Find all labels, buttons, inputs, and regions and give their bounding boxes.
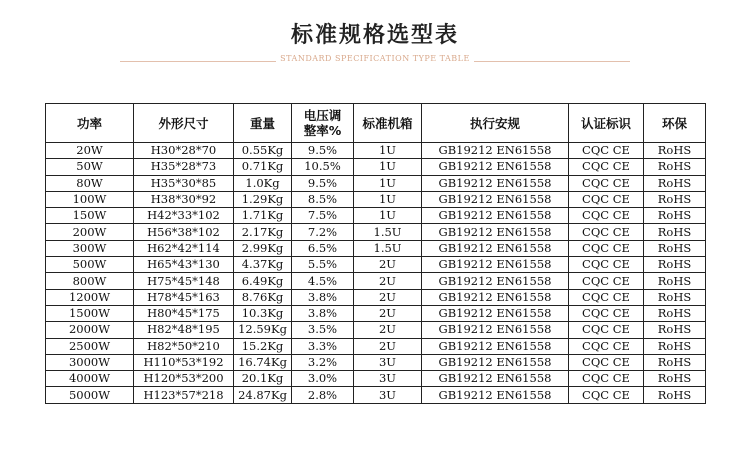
cert-cell: CQC CE bbox=[569, 143, 644, 159]
cert-cell: CQC CE bbox=[569, 240, 644, 256]
safety-cell: GB19212 EN61558 bbox=[422, 322, 569, 338]
page-title: 标准规格选型表 bbox=[290, 23, 459, 48]
rohs-cell: RoHS bbox=[644, 387, 706, 403]
size-cell: H110*53*192 bbox=[134, 354, 234, 370]
size-cell: H56*38*102 bbox=[134, 224, 234, 240]
column-header-safety: 执行安规 bbox=[422, 104, 569, 143]
table-row bbox=[46, 159, 706, 175]
regulation-cell: 3.2% bbox=[292, 354, 354, 370]
rohs-cell: RoHS bbox=[644, 208, 706, 224]
regulation-cell: 3.8% bbox=[292, 289, 354, 305]
safety-cell: GB19212 EN61558 bbox=[422, 175, 569, 191]
weight-cell: 8.76Kg bbox=[234, 289, 292, 305]
size-cell: H82*50*210 bbox=[134, 338, 234, 354]
table-row bbox=[46, 208, 706, 224]
cert-cell: CQC CE bbox=[569, 191, 644, 207]
safety-cell: GB19212 EN61558 bbox=[422, 208, 569, 224]
cert-cell: CQC CE bbox=[569, 338, 644, 354]
column-header-regulation: 电压调整率% bbox=[292, 104, 354, 143]
chassis-cell: 1U bbox=[354, 159, 422, 175]
size-cell: H120*53*200 bbox=[134, 371, 234, 387]
rohs-cell: RoHS bbox=[644, 257, 706, 273]
safety-cell: GB19212 EN61558 bbox=[422, 289, 569, 305]
chassis-cell: 3U bbox=[354, 387, 422, 403]
page-subtitle: STANDARD SPECIFICATION TYPE TABLE bbox=[276, 54, 474, 63]
regulation-cell: 5.5% bbox=[292, 257, 354, 273]
safety-cell: GB19212 EN61558 bbox=[422, 240, 569, 256]
cert-cell: CQC CE bbox=[569, 175, 644, 191]
power-cell: 800W bbox=[46, 273, 134, 289]
table-row bbox=[46, 175, 706, 191]
safety-cell: GB19212 EN61558 bbox=[422, 371, 569, 387]
cert-cell: CQC CE bbox=[569, 273, 644, 289]
regulation-cell: 7.5% bbox=[292, 208, 354, 224]
table-row bbox=[46, 305, 706, 321]
size-cell: H78*45*163 bbox=[134, 289, 234, 305]
table-body bbox=[46, 143, 706, 404]
weight-cell: 2.17Kg bbox=[234, 224, 292, 240]
weight-cell: 10.3Kg bbox=[234, 305, 292, 321]
chassis-cell: 1U bbox=[354, 143, 422, 159]
cert-cell: CQC CE bbox=[569, 159, 644, 175]
regulation-cell: 9.5% bbox=[292, 143, 354, 159]
weight-cell: 0.55Kg bbox=[234, 143, 292, 159]
regulation-cell: 7.2% bbox=[292, 224, 354, 240]
regulation-cell: 9.5% bbox=[292, 175, 354, 191]
table-row bbox=[46, 240, 706, 256]
power-cell: 5000W bbox=[46, 387, 134, 403]
power-cell: 150W bbox=[46, 208, 134, 224]
regulation-cell: 6.5% bbox=[292, 240, 354, 256]
safety-cell: GB19212 EN61558 bbox=[422, 224, 569, 240]
regulation-cell: 3.5% bbox=[292, 322, 354, 338]
power-cell: 20W bbox=[46, 143, 134, 159]
column-header-size: 外形尺寸 bbox=[134, 104, 234, 143]
chassis-cell: 3U bbox=[354, 371, 422, 387]
size-cell: H35*28*73 bbox=[134, 159, 234, 175]
chassis-cell: 3U bbox=[354, 354, 422, 370]
chassis-cell: 1U bbox=[354, 208, 422, 224]
rohs-cell: RoHS bbox=[644, 143, 706, 159]
safety-cell: GB19212 EN61558 bbox=[422, 305, 569, 321]
regulation-cell: 3.3% bbox=[292, 338, 354, 354]
title-divider bbox=[120, 56, 630, 66]
power-cell: 1200W bbox=[46, 289, 134, 305]
chassis-cell: 2U bbox=[354, 273, 422, 289]
cert-cell: CQC CE bbox=[569, 322, 644, 338]
weight-cell: 2.99Kg bbox=[234, 240, 292, 256]
column-header-rohs: 环保 bbox=[644, 104, 706, 143]
cert-cell: CQC CE bbox=[569, 371, 644, 387]
weight-cell: 0.71Kg bbox=[234, 159, 292, 175]
regulation-cell: 2.8% bbox=[292, 387, 354, 403]
rohs-cell: RoHS bbox=[644, 240, 706, 256]
column-header-chassis: 标准机箱 bbox=[354, 104, 422, 143]
table-row bbox=[46, 224, 706, 240]
chassis-cell: 1U bbox=[354, 191, 422, 207]
cert-cell: CQC CE bbox=[569, 257, 644, 273]
column-header-power: 功率 bbox=[46, 104, 134, 143]
size-cell: H35*30*85 bbox=[134, 175, 234, 191]
table-row bbox=[46, 191, 706, 207]
power-cell: 1500W bbox=[46, 305, 134, 321]
weight-cell: 20.1Kg bbox=[234, 371, 292, 387]
table-row bbox=[46, 257, 706, 273]
size-cell: H38*30*92 bbox=[134, 191, 234, 207]
size-cell: H75*45*148 bbox=[134, 273, 234, 289]
rohs-cell: RoHS bbox=[644, 175, 706, 191]
cert-cell: CQC CE bbox=[569, 305, 644, 321]
rohs-cell: RoHS bbox=[644, 224, 706, 240]
power-cell: 100W bbox=[46, 191, 134, 207]
safety-cell: GB19212 EN61558 bbox=[422, 273, 569, 289]
regulation-cell: 10.5% bbox=[292, 159, 354, 175]
size-cell: H62*42*114 bbox=[134, 240, 234, 256]
cert-cell: CQC CE bbox=[569, 289, 644, 305]
safety-cell: GB19212 EN61558 bbox=[422, 354, 569, 370]
cert-cell: CQC CE bbox=[569, 387, 644, 403]
power-cell: 500W bbox=[46, 257, 134, 273]
cert-cell: CQC CE bbox=[569, 354, 644, 370]
chassis-cell: 2U bbox=[354, 305, 422, 321]
regulation-cell: 3.0% bbox=[292, 371, 354, 387]
size-cell: H30*28*70 bbox=[134, 143, 234, 159]
size-cell: H123*57*218 bbox=[134, 387, 234, 403]
chassis-cell: 2U bbox=[354, 338, 422, 354]
column-header-weight: 重量 bbox=[234, 104, 292, 143]
rohs-cell: RoHS bbox=[644, 289, 706, 305]
safety-cell: GB19212 EN61558 bbox=[422, 159, 569, 175]
power-cell: 2500W bbox=[46, 338, 134, 354]
chassis-cell: 2U bbox=[354, 322, 422, 338]
safety-cell: GB19212 EN61558 bbox=[422, 338, 569, 354]
cert-cell: CQC CE bbox=[569, 224, 644, 240]
weight-cell: 16.74Kg bbox=[234, 354, 292, 370]
table-row bbox=[46, 273, 706, 289]
power-cell: 80W bbox=[46, 175, 134, 191]
chassis-cell: 1U bbox=[354, 175, 422, 191]
regulation-cell: 8.5% bbox=[292, 191, 354, 207]
regulation-cell: 4.5% bbox=[292, 273, 354, 289]
chassis-cell: 2U bbox=[354, 289, 422, 305]
weight-cell: 15.2Kg bbox=[234, 338, 292, 354]
size-cell: H80*45*175 bbox=[134, 305, 234, 321]
power-cell: 4000W bbox=[46, 371, 134, 387]
power-cell: 200W bbox=[46, 224, 134, 240]
rohs-cell: RoHS bbox=[644, 371, 706, 387]
rohs-cell: RoHS bbox=[644, 305, 706, 321]
safety-cell: GB19212 EN61558 bbox=[422, 191, 569, 207]
table-row bbox=[46, 387, 706, 403]
weight-cell: 6.49Kg bbox=[234, 273, 292, 289]
chassis-cell: 2U bbox=[354, 257, 422, 273]
table-row bbox=[46, 354, 706, 370]
chassis-cell: 1.5U bbox=[354, 240, 422, 256]
size-cell: H42*33*102 bbox=[134, 208, 234, 224]
rohs-cell: RoHS bbox=[644, 191, 706, 207]
power-cell: 300W bbox=[46, 240, 134, 256]
weight-cell: 1.0Kg bbox=[234, 175, 292, 191]
rohs-cell: RoHS bbox=[644, 338, 706, 354]
safety-cell: GB19212 EN61558 bbox=[422, 143, 569, 159]
rohs-cell: RoHS bbox=[644, 354, 706, 370]
table-row bbox=[46, 371, 706, 387]
weight-cell: 1.29Kg bbox=[234, 191, 292, 207]
safety-cell: GB19212 EN61558 bbox=[422, 257, 569, 273]
size-cell: H65*43*130 bbox=[134, 257, 234, 273]
table-row bbox=[46, 322, 706, 338]
column-header-cert: 认证标识 bbox=[569, 104, 644, 143]
weight-cell: 12.59Kg bbox=[234, 322, 292, 338]
table-row bbox=[46, 338, 706, 354]
table-row bbox=[46, 289, 706, 305]
cert-cell: CQC CE bbox=[569, 208, 644, 224]
power-cell: 50W bbox=[46, 159, 134, 175]
table-row bbox=[46, 143, 706, 159]
spec-table bbox=[45, 103, 706, 404]
rohs-cell: RoHS bbox=[644, 322, 706, 338]
power-cell: 3000W bbox=[46, 354, 134, 370]
weight-cell: 24.87Kg bbox=[234, 387, 292, 403]
regulation-cell: 3.8% bbox=[292, 305, 354, 321]
chassis-cell: 1.5U bbox=[354, 224, 422, 240]
size-cell: H82*48*195 bbox=[134, 322, 234, 338]
power-cell: 2000W bbox=[46, 322, 134, 338]
rohs-cell: RoHS bbox=[644, 159, 706, 175]
table-header-row bbox=[46, 104, 706, 143]
safety-cell: GB19212 EN61558 bbox=[422, 387, 569, 403]
weight-cell: 4.37Kg bbox=[234, 257, 292, 273]
rohs-cell: RoHS bbox=[644, 273, 706, 289]
weight-cell: 1.71Kg bbox=[234, 208, 292, 224]
